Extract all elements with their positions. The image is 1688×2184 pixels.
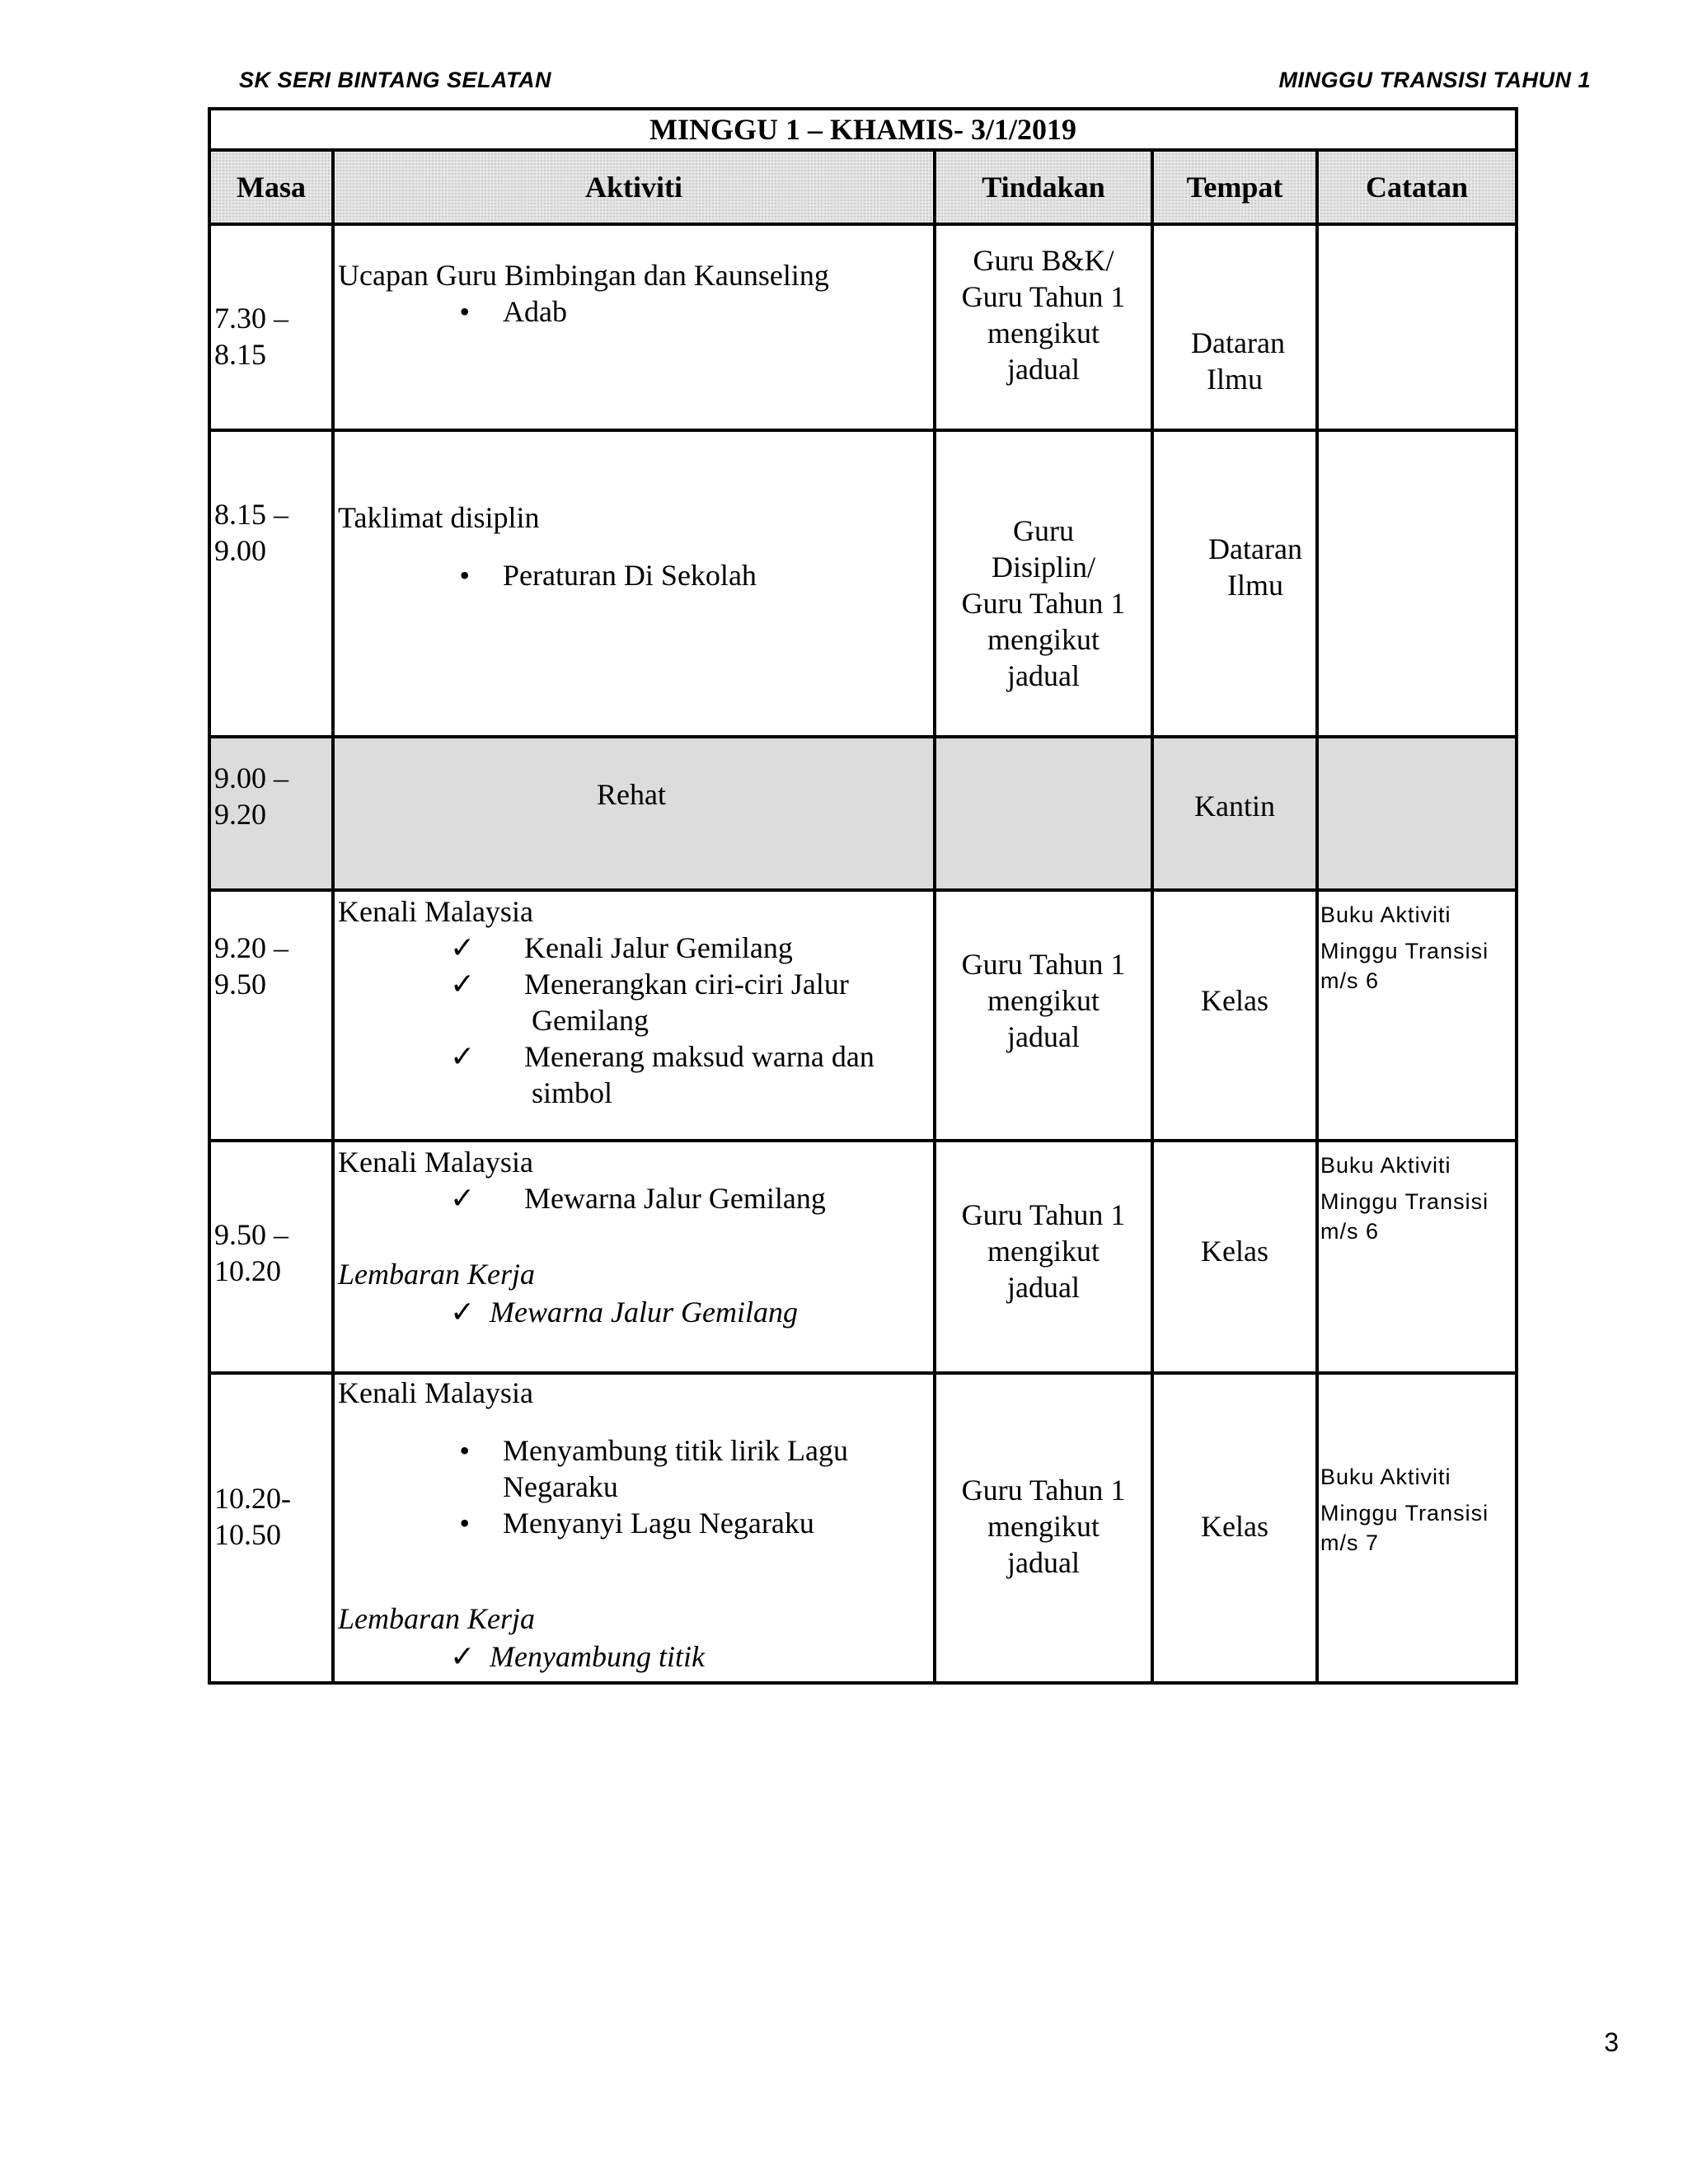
- aktiviti-cell: [333, 1373, 935, 1683]
- bullet-icon: •: [459, 1507, 470, 1540]
- list-item-text: Mewarna Jalur Gemilang: [490, 1296, 798, 1329]
- catatan-cell: [1317, 1141, 1517, 1373]
- list-item: [450, 1638, 705, 1675]
- tindakan-line: mengikut: [987, 316, 1100, 349]
- masa-cell: [209, 224, 333, 430]
- check-icon: ✓: [450, 931, 476, 964]
- tindakan-cell: [935, 224, 1152, 430]
- masa-start: 7.30 –: [214, 302, 288, 335]
- masa-cell: [209, 737, 333, 890]
- table-row: [209, 737, 1517, 890]
- tempat-cell: [1152, 1373, 1317, 1683]
- list-item: [338, 1505, 848, 1541]
- list-item: [338, 1432, 848, 1469]
- catatan-line: Buku Aktiviti: [1320, 902, 1451, 927]
- masa-start: 10.20-: [214, 1482, 291, 1515]
- tempat-line: Kelas: [1201, 1235, 1268, 1268]
- masa-end: 9.50: [214, 968, 266, 1001]
- tempat-cell: [1152, 430, 1317, 737]
- check-icon: ✓: [450, 1640, 476, 1673]
- masa-start: 9.00 –: [214, 762, 288, 794]
- list-item: [450, 1075, 874, 1111]
- check-icon: ✓: [450, 1182, 476, 1215]
- list-item-text: Negaraku: [503, 1470, 618, 1503]
- masa-cell: [209, 890, 333, 1141]
- catatan-line: Minggu Transisi: [1320, 1189, 1489, 1214]
- masa-cell: [209, 430, 333, 737]
- check-icon: ✓: [450, 1296, 476, 1329]
- tempat-line: Dataran: [1208, 532, 1302, 565]
- tindakan-line: jadual: [1007, 1020, 1080, 1053]
- table-row: [209, 430, 1517, 737]
- list-item: [338, 293, 829, 330]
- catatan-line: Buku Aktiviti: [1320, 1465, 1451, 1489]
- catatan-line: m/s 6: [1320, 1219, 1380, 1244]
- tempat-line: Kelas: [1201, 1510, 1268, 1543]
- list-item-text: Menerangkan ciri-ciri Jalur: [524, 968, 849, 1001]
- tindakan-cell: [935, 1141, 1152, 1373]
- header-program: MINGGU TRANSISI TAHUN 1: [1278, 68, 1591, 92]
- list-item-text: Kenali Jalur Gemilang: [524, 931, 793, 964]
- tempat-line: Ilmu: [1207, 363, 1263, 396]
- catatan-line: Minggu Transisi: [1320, 939, 1489, 963]
- list-item-text: Menyambung titik lirik Lagu: [503, 1434, 848, 1467]
- masa-end: 10.20: [214, 1254, 281, 1287]
- tindakan-line: Guru B&K/: [973, 244, 1114, 277]
- masa-start: 8.15 –: [214, 498, 288, 531]
- catatan-cell: [1317, 890, 1517, 1141]
- tindakan-line: Guru Tahun 1: [961, 1474, 1126, 1507]
- tindakan-line: Disiplin/: [991, 551, 1096, 583]
- masa-start: 9.20 –: [214, 931, 288, 964]
- tindakan-line: mengikut: [987, 623, 1100, 656]
- list-item-text: Mewarna Jalur Gemilang: [524, 1182, 826, 1215]
- tempat-cell: [1152, 224, 1317, 430]
- list-item-text: Peraturan Di Sekolah: [503, 559, 757, 592]
- bullet-icon: •: [459, 1434, 470, 1467]
- check-icon: ✓: [450, 1040, 476, 1073]
- page-number: 3: [1604, 2027, 1619, 2057]
- tindakan-line: mengikut: [987, 1235, 1100, 1268]
- list-item-text: Adab: [503, 295, 567, 328]
- col-header-catatan: Catatan: [1317, 150, 1517, 224]
- catatan-line: m/s 6: [1320, 968, 1380, 993]
- tindakan-cell: [935, 737, 1152, 890]
- list-item: [450, 1180, 826, 1216]
- tempat-cell: [1152, 737, 1317, 890]
- aktiviti-cell: [333, 737, 935, 890]
- tindakan-line: jadual: [1007, 1271, 1080, 1304]
- col-header-tindakan: Tindakan: [935, 150, 1152, 224]
- tindakan-line: Guru: [1013, 514, 1074, 547]
- masa-start: 9.50 –: [214, 1218, 288, 1251]
- tempat-line: Kantin: [1194, 790, 1275, 823]
- tempat-cell: [1152, 890, 1317, 1141]
- tindakan-line: jadual: [1007, 353, 1080, 386]
- list-item: [450, 1002, 874, 1038]
- list-item: [338, 557, 757, 593]
- aktiviti-title: Kenali Malaysia: [338, 895, 533, 928]
- tempat-line: Ilmu: [1227, 569, 1283, 602]
- list-item: [450, 1294, 798, 1330]
- list-item-text: Menyambung titik: [490, 1640, 705, 1673]
- tindakan-line: Guru Tahun 1: [961, 1198, 1126, 1231]
- catatan-cell: [1317, 224, 1517, 430]
- masa-end: 9.20: [214, 798, 266, 831]
- aktiviti-title: Taklimat disiplin: [338, 501, 540, 534]
- masa-cell: [209, 1141, 333, 1373]
- tindakan-line: Guru Tahun 1: [961, 280, 1126, 313]
- aktiviti-title: Kenali Malaysia: [338, 1376, 533, 1409]
- tempat-cell: [1152, 1141, 1317, 1373]
- col-header-tempat: Tempat: [1152, 150, 1317, 224]
- tindakan-line: Guru Tahun 1: [961, 948, 1126, 981]
- catatan-line: Minggu Transisi: [1320, 1501, 1489, 1526]
- table-row: [209, 890, 1517, 1141]
- tindakan-line: jadual: [1007, 659, 1080, 692]
- aktiviti-title: Kenali Malaysia: [338, 1146, 533, 1179]
- masa-end: 10.50: [214, 1518, 281, 1551]
- aktiviti-cell: [333, 1141, 935, 1373]
- list-item-text: Menyanyi Lagu Negaraku: [503, 1507, 814, 1540]
- header-school: SK SERI BINTANG SELATAN: [239, 68, 552, 92]
- table-title: MINGGU 1 – KHAMIS- 3/1/2019: [209, 109, 1517, 150]
- table-row: [209, 1141, 1517, 1373]
- list-item-text: simbol: [524, 1076, 613, 1109]
- col-header-aktiviti: Aktiviti: [333, 150, 935, 224]
- tempat-line: Dataran: [1191, 326, 1285, 359]
- tindakan-line: Guru Tahun 1: [961, 587, 1126, 620]
- list-item: [450, 966, 874, 1002]
- check-icon: ✓: [450, 968, 476, 1001]
- table-row: [209, 224, 1517, 430]
- bullet-icon: •: [459, 559, 470, 592]
- list-item: [338, 1469, 848, 1505]
- tindakan-cell: [935, 1373, 1152, 1683]
- aktiviti-cell: [333, 890, 935, 1141]
- tempat-line: Kelas: [1201, 984, 1268, 1017]
- catatan-line: m/s 7: [1320, 1530, 1380, 1555]
- lembaran-kerja-label: Lembaran Kerja: [338, 1602, 536, 1635]
- masa-end: 8.15: [214, 338, 266, 371]
- tindakan-cell: [935, 890, 1152, 1141]
- catatan-cell: [1317, 1373, 1517, 1683]
- catatan-cell: [1317, 430, 1517, 737]
- bullet-icon: •: [459, 295, 470, 328]
- aktiviti-cell: [333, 430, 935, 737]
- col-header-masa: Masa: [209, 150, 333, 224]
- masa-cell: [209, 1373, 333, 1683]
- list-item: [450, 1038, 874, 1075]
- tindakan-line: mengikut: [987, 984, 1100, 1017]
- aktiviti-title: Ucapan Guru Bimbingan dan Kaunseling: [338, 259, 829, 292]
- catatan-cell: [1317, 737, 1517, 890]
- lembaran-kerja-label: Lembaran Kerja: [338, 1258, 536, 1291]
- aktiviti-cell: [333, 224, 935, 430]
- list-item-text: Gemilang: [524, 1004, 649, 1037]
- tindakan-line: mengikut: [987, 1510, 1100, 1543]
- catatan-line: Buku Aktiviti: [1320, 1153, 1451, 1178]
- tindakan-cell: [935, 430, 1152, 737]
- tindakan-line: jadual: [1007, 1546, 1080, 1579]
- aktiviti-title: Rehat: [597, 778, 666, 811]
- table-row: [209, 1373, 1517, 1683]
- list-item-text: Menerang maksud warna dan: [524, 1040, 874, 1073]
- masa-end: 9.00: [214, 534, 266, 567]
- list-item: [450, 930, 874, 966]
- schedule-table: [208, 107, 1518, 1685]
